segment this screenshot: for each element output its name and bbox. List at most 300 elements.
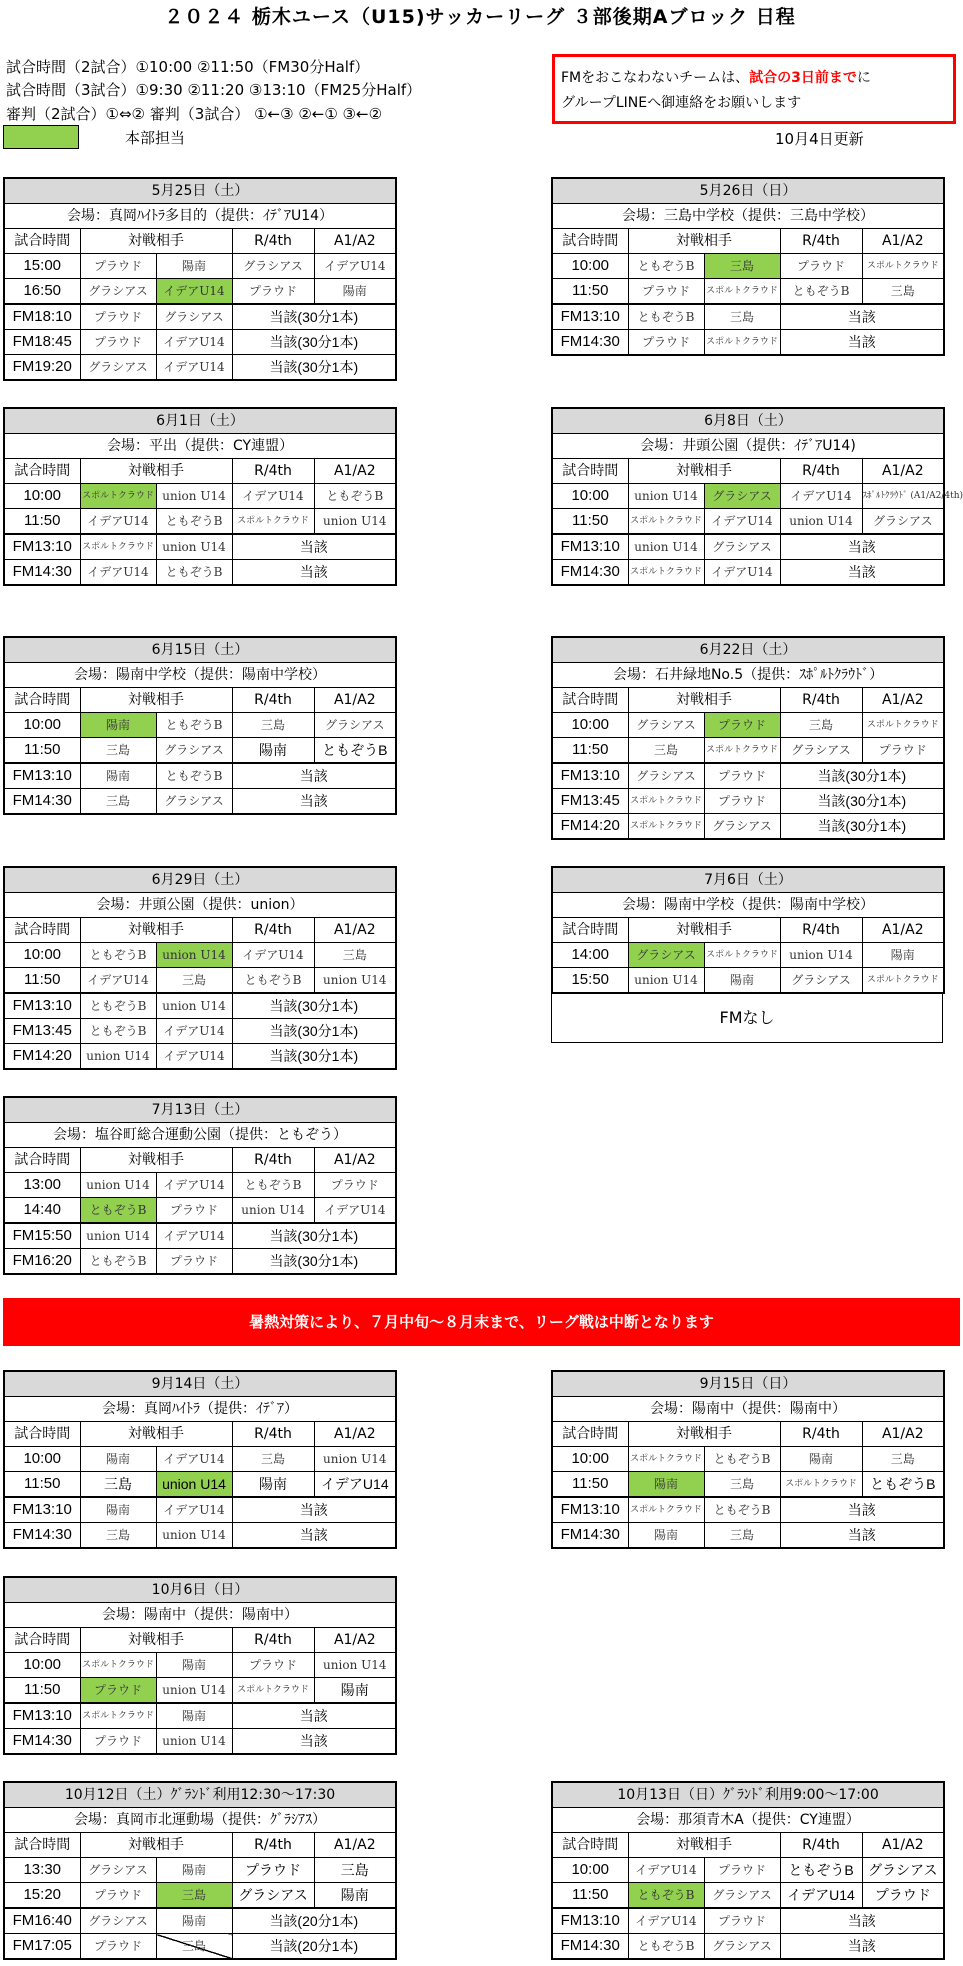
- team-cell: イデアU14: [156, 1447, 232, 1472]
- referee-cell: 当該: [780, 1523, 944, 1549]
- match-date: 9月14日（土）: [4, 1371, 396, 1397]
- referee-cell: スポルトクラウド: [862, 968, 944, 994]
- column-header-row: [552, 459, 944, 484]
- header-opponent: 対戦相手: [80, 918, 232, 943]
- match-time: 13:30: [4, 1858, 80, 1883]
- match-date: 6月8日（土）: [552, 408, 944, 434]
- column-header-row: [4, 229, 396, 254]
- venue-row: [4, 1808, 396, 1833]
- match-row: [552, 814, 944, 840]
- date-row: [4, 1577, 396, 1603]
- header-opponent: 対戦相手: [628, 918, 780, 943]
- header-r4: R/4th: [780, 459, 862, 484]
- referee-cell: 当該: [780, 1497, 944, 1523]
- header-opponent: 対戦相手: [628, 1833, 780, 1858]
- header-opponent: 対戦相手: [80, 1422, 232, 1447]
- team-cell: 三島: [80, 738, 156, 764]
- team-cell: 三島: [156, 1883, 232, 1909]
- header-opponent: 対戦相手: [628, 688, 780, 713]
- referee-rotation: 審判（2試合）①⇔② 審判（3試合） ①←③ ②←① ③←②: [6, 105, 383, 123]
- referee-cell: 当該: [780, 534, 944, 560]
- column-header-row: [552, 918, 944, 943]
- header-a12: A1/A2: [862, 918, 944, 943]
- referee-cell: 陽南: [232, 1472, 314, 1498]
- referee-cell: union U14: [314, 1653, 396, 1678]
- match-row: [4, 509, 396, 535]
- venue-row: [552, 204, 944, 229]
- referee-cell: グラシアス: [232, 254, 314, 279]
- referee-cell: 当該(30分1本): [232, 1019, 396, 1044]
- updated-date: 10月4日更新: [775, 130, 864, 148]
- referee-cell: 陽南: [314, 279, 396, 305]
- referee-cell: 当該(30分1本): [232, 1223, 396, 1249]
- team-cell: 三島: [80, 789, 156, 815]
- match-row: [4, 1883, 396, 1909]
- match-time: FM16:20: [4, 1249, 80, 1275]
- team-cell: スポルトクラウド: [628, 509, 704, 535]
- header-time: 試合時間: [4, 1628, 80, 1653]
- team-cell: スポルトクラウド: [628, 1447, 704, 1472]
- match-time: 10:00: [552, 1447, 628, 1472]
- match-time: 10:00: [4, 943, 80, 968]
- header-a12: A1/A2: [314, 1148, 396, 1173]
- venue-row: [4, 204, 396, 229]
- date-row: [552, 408, 944, 434]
- match-time: 10:00: [552, 713, 628, 738]
- column-header-row: [4, 459, 396, 484]
- header-a12: A1/A2: [314, 229, 396, 254]
- team-cell: グラシアス: [704, 1934, 780, 1960]
- date-row: [552, 1782, 944, 1808]
- referee-cell: 当該(30分1本): [232, 330, 396, 355]
- notice-text: FMをおこなわないチームは、: [561, 70, 750, 86]
- team-cell: ともぞうB: [628, 1883, 704, 1909]
- referee-cell: イデアU14: [780, 484, 862, 509]
- team-cell: ともぞうB: [628, 1934, 704, 1960]
- team-cell: 三島: [704, 1472, 780, 1498]
- header-r4: R/4th: [232, 229, 314, 254]
- match-time: FM13:10: [552, 1908, 628, 1934]
- schedule-block: [3, 1370, 395, 1549]
- match-row: [4, 1703, 396, 1729]
- venue: 会場：平出（提供：CY連盟）: [4, 434, 396, 459]
- match-time: FM14:20: [4, 1044, 80, 1070]
- team-cell: union U14: [628, 484, 704, 509]
- match-time: FM16:40: [4, 1908, 80, 1934]
- referee-cell: 三島: [862, 279, 944, 305]
- team-cell: グラシアス: [704, 534, 780, 560]
- header-r4: R/4th: [232, 459, 314, 484]
- match-date: 6月22日（土）: [552, 637, 944, 663]
- team-cell: union U14: [156, 1472, 232, 1498]
- match-row: [4, 1198, 396, 1224]
- venue-row: [552, 434, 944, 459]
- team-cell: プラウド: [704, 763, 780, 789]
- match-row: [4, 1523, 396, 1549]
- column-header-row: [4, 918, 396, 943]
- match-row: [4, 943, 396, 968]
- team-cell: ともぞうB: [80, 1198, 156, 1224]
- schedule-table: [3, 1096, 397, 1275]
- match-date: 10月6日（日）: [4, 1577, 396, 1603]
- referee-cell: 当該: [780, 330, 944, 356]
- date-row: [4, 1782, 396, 1808]
- venue-row: [4, 893, 396, 918]
- team-cell: 陽南: [156, 254, 232, 279]
- match-time-two-games: 試合時間（2試合）①10:00 ②11:50（FM30分Half）: [6, 58, 370, 76]
- referee-cell: プラウド: [780, 254, 862, 279]
- notice-text: グループLINEへ御連絡をお願いします: [561, 95, 802, 111]
- match-row: [552, 1447, 944, 1472]
- referee-cell: ともぞうB: [232, 1173, 314, 1198]
- referee-cell: グラシアス: [780, 738, 862, 764]
- match-time: 10:00: [4, 713, 80, 738]
- header-opponent: 対戦相手: [628, 459, 780, 484]
- schedule-table: [3, 177, 397, 381]
- match-time: 14:40: [4, 1198, 80, 1224]
- header-a12: A1/A2: [862, 1833, 944, 1858]
- venue-row: [552, 893, 944, 918]
- referee-cell: ともぞうB: [862, 1472, 944, 1498]
- match-row: [552, 1497, 944, 1523]
- match-time: FM13:10: [4, 534, 80, 560]
- team-cell: プラウド: [80, 1729, 156, 1755]
- venue: 会場：井頭公園（提供：union）: [4, 893, 396, 918]
- referee-cell: 陽南: [232, 738, 314, 764]
- date-row: [4, 867, 396, 893]
- referee-cell: グラシアス: [232, 1883, 314, 1909]
- match-row: [552, 1523, 944, 1549]
- header-time: 試合時間: [4, 688, 80, 713]
- match-time: FM18:45: [4, 330, 80, 355]
- match-date: 7月6日（土）: [552, 867, 944, 893]
- team-cell: union U14: [156, 1729, 232, 1755]
- referee-cell: プラウド: [232, 1653, 314, 1678]
- venue-row: [552, 1808, 944, 1833]
- match-time: 11:50: [4, 738, 80, 764]
- team-cell: union U14: [156, 993, 232, 1019]
- referee-cell: 当該: [232, 1729, 396, 1755]
- column-header-row: [552, 1422, 944, 1447]
- match-row: [4, 713, 396, 738]
- referee-cell: ともぞうB: [314, 484, 396, 509]
- match-time: 11:50: [552, 1472, 628, 1498]
- team-cell: スポルトクラウド: [628, 1497, 704, 1523]
- match-row: [552, 1934, 944, 1960]
- team-cell: 三島: [704, 254, 780, 279]
- header-time: 試合時間: [4, 918, 80, 943]
- team-cell: グラシアス: [628, 763, 704, 789]
- schedule-table: [551, 1781, 945, 1960]
- match-date: 6月29日（土）: [4, 867, 396, 893]
- referee-cell: ともぞうB: [232, 968, 314, 994]
- referee-cell: プラウド: [862, 1883, 944, 1909]
- header-a12: A1/A2: [314, 1833, 396, 1858]
- match-date: 5月25日（土）: [4, 178, 396, 204]
- match-time: FM13:45: [552, 789, 628, 814]
- match-time: 14:00: [552, 943, 628, 968]
- schedule-block: [3, 177, 395, 381]
- team-cell: 陽南: [80, 1447, 156, 1472]
- match-time: 15:20: [4, 1883, 80, 1909]
- match-time: FM14:30: [4, 1729, 80, 1755]
- match-time: 11:50: [4, 968, 80, 994]
- match-row: [4, 1678, 396, 1704]
- team-cell: プラウド: [80, 1883, 156, 1909]
- referee-cell: イデアU14: [232, 943, 314, 968]
- match-row: [4, 763, 396, 789]
- match-row: [552, 330, 944, 356]
- match-row: [4, 534, 396, 560]
- header-time: 試合時間: [552, 229, 628, 254]
- match-time: FM13:10: [552, 763, 628, 789]
- host-legend-swatch: [3, 125, 79, 149]
- date-row: [4, 1097, 396, 1123]
- referee-cell: スポルトクラウド: [780, 1472, 862, 1498]
- team-cell: グラシアス: [156, 304, 232, 330]
- schedule-table: [551, 407, 963, 586]
- team-cell: union U14: [156, 1678, 232, 1704]
- team-cell: イデアU14: [80, 560, 156, 586]
- referee-cell: グラシアス: [862, 509, 944, 535]
- suspension-banner: 暑熱対策により、７月中旬～８月末まで、リーグ戦は中断となります: [3, 1298, 960, 1346]
- schedule-block: [551, 1781, 943, 1960]
- header-a12: A1/A2: [314, 1422, 396, 1447]
- match-row: [4, 1044, 396, 1070]
- match-row: [4, 1173, 396, 1198]
- referee-cell: 当該: [232, 534, 396, 560]
- header-opponent: 対戦相手: [628, 1422, 780, 1447]
- team-cell: ともぞうB: [156, 560, 232, 586]
- referee-cell: ｽﾎﾟﾙﾄｸﾗｳﾄﾞ (A1/A2/4th): [862, 484, 944, 509]
- match-date: 9月15日（日）: [552, 1371, 944, 1397]
- referee-cell: 当該: [232, 1523, 396, 1549]
- schedule-table: [551, 866, 945, 994]
- team-cell: イデアU14: [80, 509, 156, 535]
- referee-cell: union U14: [780, 509, 862, 535]
- match-row: [4, 789, 396, 815]
- match-time: 15:50: [552, 968, 628, 994]
- match-time: FM13:45: [4, 1019, 80, 1044]
- header-time: 試合時間: [4, 229, 80, 254]
- schedule-table: [3, 1781, 397, 1960]
- referee-cell: 当該: [780, 560, 944, 586]
- schedule-block: [3, 636, 395, 815]
- header-r4: R/4th: [232, 1422, 314, 1447]
- match-time: 10:00: [4, 484, 80, 509]
- team-cell: union U14: [80, 1044, 156, 1070]
- match-date: 5月26日（日）: [552, 178, 944, 204]
- referee-cell: スポルトクラウド: [232, 509, 314, 535]
- schedule-table: [551, 177, 945, 356]
- match-time: 10:00: [552, 484, 628, 509]
- match-time: FM14:30: [552, 330, 628, 356]
- referee-cell: 三島: [314, 1858, 396, 1883]
- schedule-block: [551, 407, 963, 586]
- match-time: FM14:20: [552, 814, 628, 840]
- schedule-table: [551, 636, 945, 840]
- header-r4: R/4th: [232, 1833, 314, 1858]
- match-time: FM15:50: [4, 1223, 80, 1249]
- team-cell: 三島: [80, 1523, 156, 1549]
- match-time: FM14:30: [4, 560, 80, 586]
- date-row: [4, 408, 396, 434]
- match-row: [4, 279, 396, 305]
- schedule-block: [551, 177, 943, 356]
- referee-cell: ともぞうB: [780, 1858, 862, 1883]
- header-opponent: 対戦相手: [80, 1833, 232, 1858]
- header-opponent: 対戦相手: [80, 459, 232, 484]
- header-opponent: 対戦相手: [80, 1148, 232, 1173]
- match-time: FM14:30: [4, 1523, 80, 1549]
- header-a12: A1/A2: [314, 918, 396, 943]
- referee-cell: グラシアス: [862, 1858, 944, 1883]
- referee-cell: スポルトクラウド: [862, 713, 944, 738]
- schedule-table: [551, 1370, 945, 1549]
- team-cell: 陽南: [80, 1497, 156, 1523]
- schedule-block: [3, 1576, 395, 1755]
- match-row: [552, 763, 944, 789]
- fm-none-note: FMなし: [551, 994, 943, 1043]
- team-cell: union U14: [156, 943, 232, 968]
- match-time: FM14:30: [552, 1523, 628, 1549]
- match-row: [552, 254, 944, 279]
- team-cell: プラウド: [628, 279, 704, 305]
- notice-text: に: [856, 70, 871, 86]
- match-time: 11:50: [4, 1678, 80, 1704]
- team-cell: グラシアス: [704, 814, 780, 840]
- match-time: 10:00: [552, 254, 628, 279]
- team-cell: プラウド: [156, 1198, 232, 1224]
- header-a12: A1/A2: [314, 1628, 396, 1653]
- team-cell: 三島: [156, 1934, 232, 1960]
- venue: 会場：陽南中学校（提供：陽南中学校）: [552, 893, 944, 918]
- match-date: 7月13日（土）: [4, 1097, 396, 1123]
- referee-cell: 当該: [232, 1497, 396, 1523]
- match-row: [552, 968, 944, 994]
- referee-cell: プラウド: [232, 279, 314, 305]
- schedule-block: [551, 636, 943, 840]
- referee-cell: イデアU14: [780, 1883, 862, 1909]
- team-cell: スポルトクラウド: [628, 814, 704, 840]
- team-cell: スポルトクラウド: [80, 1703, 156, 1729]
- fm-notice-box: [552, 54, 956, 124]
- team-cell: グラシアス: [628, 943, 704, 968]
- team-cell: スポルトクラウド: [704, 738, 780, 764]
- match-time: FM13:10: [4, 1497, 80, 1523]
- team-cell: プラウド: [80, 304, 156, 330]
- team-cell: イデアU14: [80, 968, 156, 994]
- venue: 会場：陽南中（提供：陽南中）: [552, 1397, 944, 1422]
- match-row: [4, 1858, 396, 1883]
- venue-row: [4, 1603, 396, 1628]
- team-cell: ともぞうB: [80, 1019, 156, 1044]
- match-time: 11:50: [552, 738, 628, 764]
- venue: 会場：井頭公園（提供：ｲﾃﾞｱU14): [552, 434, 944, 459]
- match-time: FM13:10: [4, 1703, 80, 1729]
- match-row: [552, 509, 944, 535]
- team-cell: ともぞうB: [628, 254, 704, 279]
- header-r4: R/4th: [780, 688, 862, 713]
- team-cell: プラウド: [80, 330, 156, 355]
- team-cell: union U14: [80, 1173, 156, 1198]
- team-cell: スポルトクラウド: [80, 484, 156, 509]
- venue: 会場：真岡ﾊｲﾄﾗ（提供：ｲﾃﾞｱ）: [4, 1397, 396, 1422]
- team-cell: イデアU14: [704, 509, 780, 535]
- team-cell: union U14: [156, 484, 232, 509]
- team-cell: union U14: [156, 1523, 232, 1549]
- column-header-row: [4, 1833, 396, 1858]
- team-cell: プラウド: [628, 330, 704, 356]
- column-header-row: [4, 688, 396, 713]
- match-time: FM13:10: [552, 304, 628, 330]
- date-row: [552, 1371, 944, 1397]
- header-r4: R/4th: [780, 229, 862, 254]
- header-r4: R/4th: [232, 1148, 314, 1173]
- referee-cell: プラウド: [232, 1858, 314, 1883]
- column-header-row: [552, 229, 944, 254]
- host-legend-label: 本部担当: [125, 129, 186, 147]
- referee-cell: イデアU14: [314, 1472, 396, 1498]
- match-row: [4, 1223, 396, 1249]
- venue: 会場：真岡市北運動場（提供：ｸﾞﾗｼｱｽ）: [4, 1808, 396, 1833]
- header-r4: R/4th: [780, 918, 862, 943]
- match-row: [4, 993, 396, 1019]
- header-opponent: 対戦相手: [80, 688, 232, 713]
- referee-cell: 当該: [232, 560, 396, 586]
- referee-cell: 当該(20分1本): [232, 1908, 396, 1934]
- referee-cell: イデアU14: [232, 484, 314, 509]
- header-time: 試合時間: [552, 459, 628, 484]
- column-header-row: [552, 1833, 944, 1858]
- match-row: [4, 1908, 396, 1934]
- team-cell: スポルトクラウド: [628, 789, 704, 814]
- team-cell: 陽南: [156, 1858, 232, 1883]
- header-a12: A1/A2: [862, 688, 944, 713]
- team-cell: スポルトクラウド: [704, 330, 780, 356]
- match-row: [4, 1447, 396, 1472]
- referee-cell: 三島: [232, 1447, 314, 1472]
- header-a12: A1/A2: [862, 459, 944, 484]
- referee-cell: 当該(30分1本): [780, 789, 944, 814]
- header-r4: R/4th: [780, 1422, 862, 1447]
- venue-row: [4, 1397, 396, 1422]
- team-cell: イデアU14: [156, 1497, 232, 1523]
- venue-row: [4, 663, 396, 688]
- schedule-table: [3, 866, 397, 1070]
- venue: 会場：石井緑地No.5（提供：ｽﾎﾟﾙﾄｸﾗｳﾄﾞ）: [552, 663, 944, 688]
- header-opponent: 対戦相手: [80, 229, 232, 254]
- match-row: [552, 534, 944, 560]
- team-cell: 陽南: [80, 763, 156, 789]
- match-row: [4, 330, 396, 355]
- team-cell: グラシアス: [704, 1883, 780, 1909]
- notice-deadline: 試合の3日前まで: [749, 70, 857, 86]
- referee-cell: union U14: [314, 509, 396, 535]
- team-cell: グラシアス: [80, 355, 156, 381]
- match-row: [552, 1858, 944, 1883]
- team-cell: グラシアス: [628, 713, 704, 738]
- header-opponent: 対戦相手: [80, 1628, 232, 1653]
- match-time: FM17:05: [4, 1934, 80, 1960]
- referee-cell: 当該(30分1本): [232, 1044, 396, 1070]
- referee-cell: ともぞうB: [314, 738, 396, 764]
- venue-row: [4, 1123, 396, 1148]
- header-time: 試合時間: [4, 1833, 80, 1858]
- match-row: [4, 1472, 396, 1498]
- team-cell: ともぞうB: [156, 509, 232, 535]
- match-row: [4, 560, 396, 586]
